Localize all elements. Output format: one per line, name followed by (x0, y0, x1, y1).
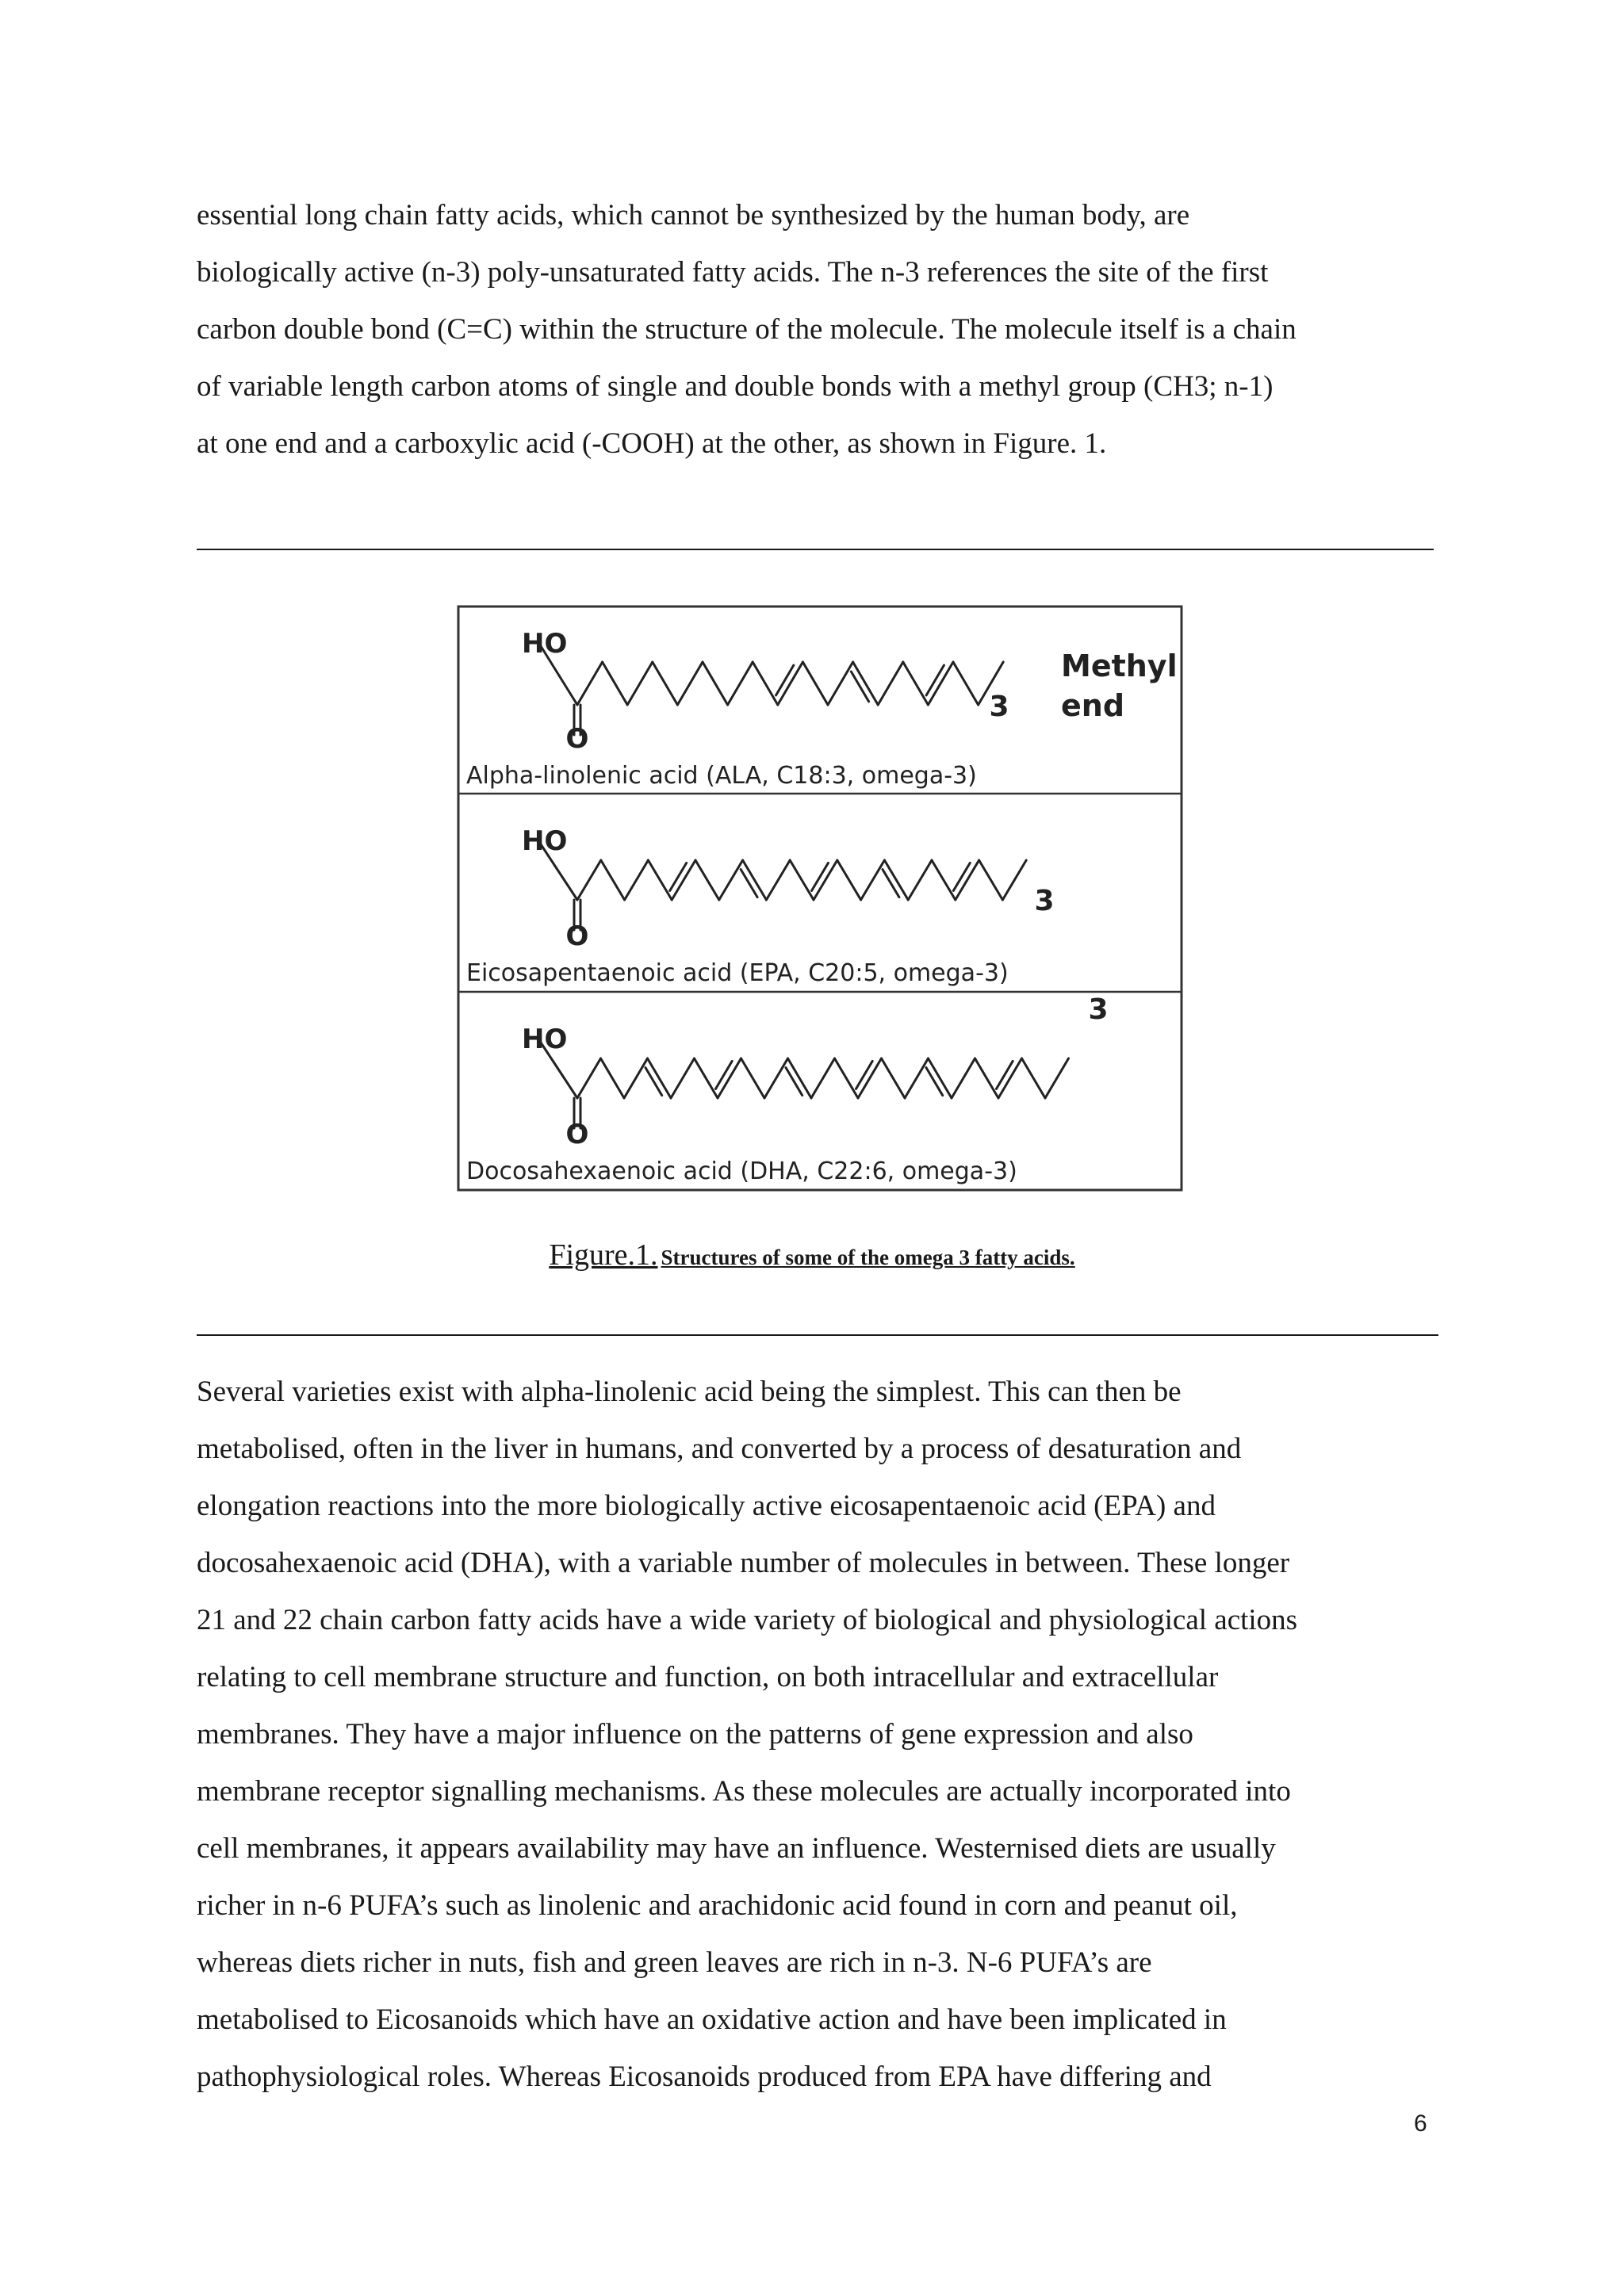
figure-caption (0, 1238, 1624, 1272)
paragraph-line: richer in n-6 PUFA’s such as linolenic and arachidonic acid found in corn and peanut oil, (197, 1889, 1238, 1922)
paragraph-line: cell membranes, it appears availability may have an influence. Westernised diets are usually (197, 1832, 1276, 1865)
paragraph-line: metabolised to Eicosanoids which have an oxidative action and have been implicated in (197, 2003, 1227, 2036)
omega-position-marker: 3 (989, 691, 1009, 723)
page-number: 6 (1414, 2110, 1427, 2137)
hydroxyl-label: HO (522, 628, 568, 660)
body-paragraph (197, 1364, 1450, 2106)
molecule-name: Eicosapentaenoic acid (EPA, C20:5, omega-3) (466, 959, 1009, 987)
paragraph-line: elongation reactions into the more biologically active eicosapentaenoic acid (EPA) and (197, 1490, 1216, 1522)
carbonyl-oxygen-label: O (565, 920, 589, 952)
paragraph-line: essential long chain fatty acids, which cannot be synthesized by the human body, are (197, 199, 1190, 232)
hydroxyl-label: HO (522, 1024, 568, 1055)
paragraph-line: 21 and 22 chain carbon fatty acids have a wide variety of biological and physiological actions (197, 1604, 1298, 1636)
paragraph-line: metabolised, often in the liver in humans, and converted by a process of desaturation and (197, 1433, 1242, 1465)
paragraph-line: of variable length carbon atoms of single and double bonds with a methyl group (CH3; n-1) (197, 370, 1274, 403)
omega-position-marker: 3 (1034, 885, 1055, 917)
paragraph-line: at one end and a carboxylic acid (-COOH) at the other, as shown in Figure. 1. (197, 427, 1107, 460)
caption-label: Figure.1. (549, 1238, 658, 1272)
figure-bottom-rule (197, 1334, 1438, 1336)
omega3-structures-figure (457, 605, 1183, 1192)
paragraph-line: Several varieties exist with alpha-linolenic acid being the simplest. This can then be (197, 1376, 1182, 1408)
methyl-end-label: end (1061, 688, 1125, 723)
molecule-name: Docosahexaenoic acid (DHA, C22:6, omega-3) (466, 1158, 1017, 1185)
carbonyl-oxygen-label: O (565, 1119, 589, 1150)
molecule-name: Alpha-linolenic acid (ALA, C18:3, omega-3) (466, 762, 977, 790)
intro-paragraph (197, 187, 1450, 473)
figure-top-rule (197, 549, 1434, 550)
paragraph-line: docosahexaenoic acid (DHA), with a variable number of molecules in between. These longer (197, 1547, 1290, 1579)
methyl-end-label: Methyl (1061, 649, 1178, 683)
structures-diagram (457, 605, 1183, 1192)
caption-title: Structures of some of the omega 3 fatty acids. (661, 1246, 1075, 1269)
paragraph-line: carbon double bond (C=C) within the structure of the molecule. The molecule itself is a chain (197, 313, 1297, 346)
carbonyl-oxygen-label: O (565, 723, 589, 755)
paragraph-line: membranes. They have a major influence on the patterns of gene expression and also (197, 1718, 1193, 1751)
paragraph-line: whereas diets richer in nuts, fish and green leaves are rich in n-3. N-6 PUFA’s are (197, 1946, 1152, 1979)
hydroxyl-label: HO (522, 825, 568, 857)
paragraph-line: relating to cell membrane structure and function, on both intracellular and extracellular (197, 1661, 1219, 1693)
paragraph-line: biologically active (n-3) poly-unsaturated fatty acids. The n-3 references the site of the first (197, 256, 1269, 289)
omega-position-marker: 3 (1088, 993, 1109, 1026)
paragraph-line: membrane receptor signalling mechanisms. As these molecules are actually incorporated into (197, 1775, 1291, 1808)
paragraph-line: pathophysiological roles. Whereas Eicosanoids produced from EPA have differing and (197, 2061, 1212, 2093)
